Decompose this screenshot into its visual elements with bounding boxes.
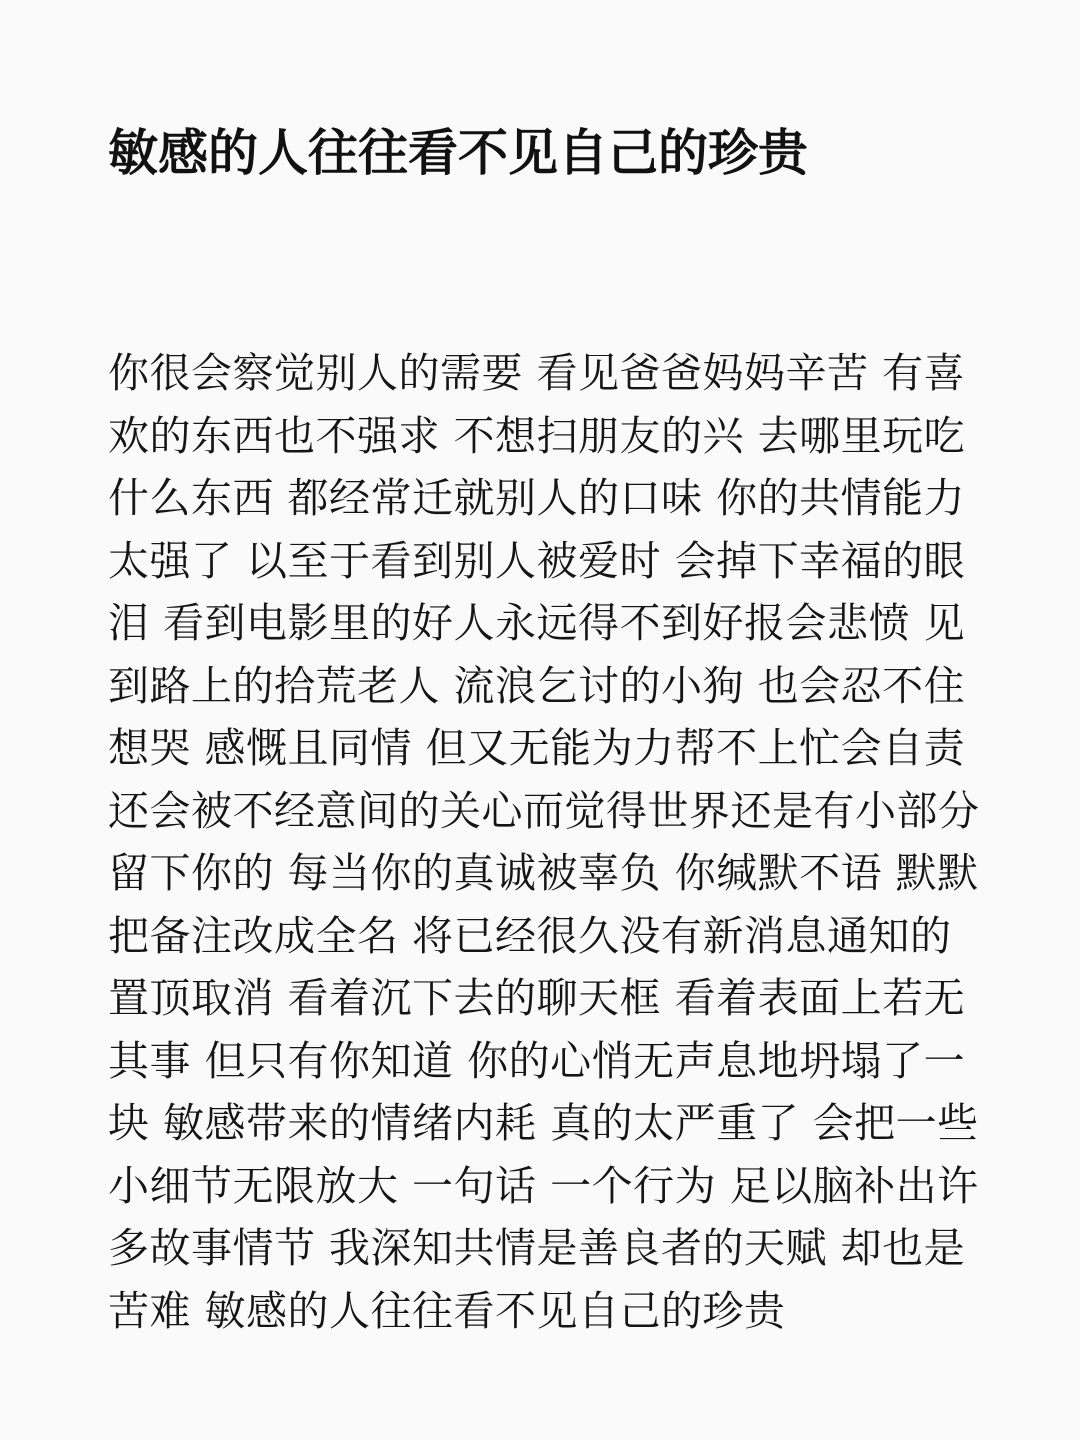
body-line-10: 把备注改成全名 将已经很久没有新消息通知的 — [108, 911, 952, 960]
article-title: 敏感的人往往看不见自己的珍贵 — [108, 124, 808, 182]
body-line-15: 多故事情节 我深知共情是善良者的天赋 却也是 — [108, 1224, 966, 1272]
body-line-8: 还会被不经意间的关心而觉得世界还是有小部分 — [108, 786, 980, 835]
body-line-7: 想哭 感慨且同情 但又无能为力帮不上忙会自责 — [108, 724, 966, 772]
body-line-4: 太强了 以至于看到别人被爱时 会掉下幸福的眼 — [108, 536, 966, 585]
body-line-9: 留下你的 每当你的真诚被辜负 你缄默不语 默默 — [108, 849, 979, 897]
article-body — [108, 342, 988, 1342]
body-line-3: 什么东西 都经常迁就别人的口味 你的共情能力 — [108, 474, 966, 522]
body-line-6: 到路上的拾荒老人 流浪乞讨的小狗 也会忍不住 — [108, 661, 966, 710]
body-line-14: 小细节无限放大 一句话 一个行为 足以脑补出许 — [108, 1161, 979, 1210]
body-line-11: 置顶取消 看着沉下去的聊天框 看着表面上若无 — [108, 974, 966, 1022]
body-line-16: 苦难 敏感的人往往看不见自己的珍贵 — [108, 1286, 786, 1335]
body-line-1: 你很会察觉别人的需要 看见爸爸妈妈辛苦 有喜 — [108, 349, 966, 397]
body-line-2: 欢的东西也不强求 不想扫朋友的兴 去哪里玩吃 — [108, 411, 966, 460]
body-line-13: 块 敏感带来的情绪内耗 真的太严重了 会把一些 — [108, 1099, 979, 1147]
body-line-12: 其事 但只有你知道 你的心悄无声息地坍塌了一 — [108, 1036, 966, 1085]
body-line-5: 泪 看到电影里的好人永远得不到好报会悲愤 见 — [108, 599, 966, 647]
